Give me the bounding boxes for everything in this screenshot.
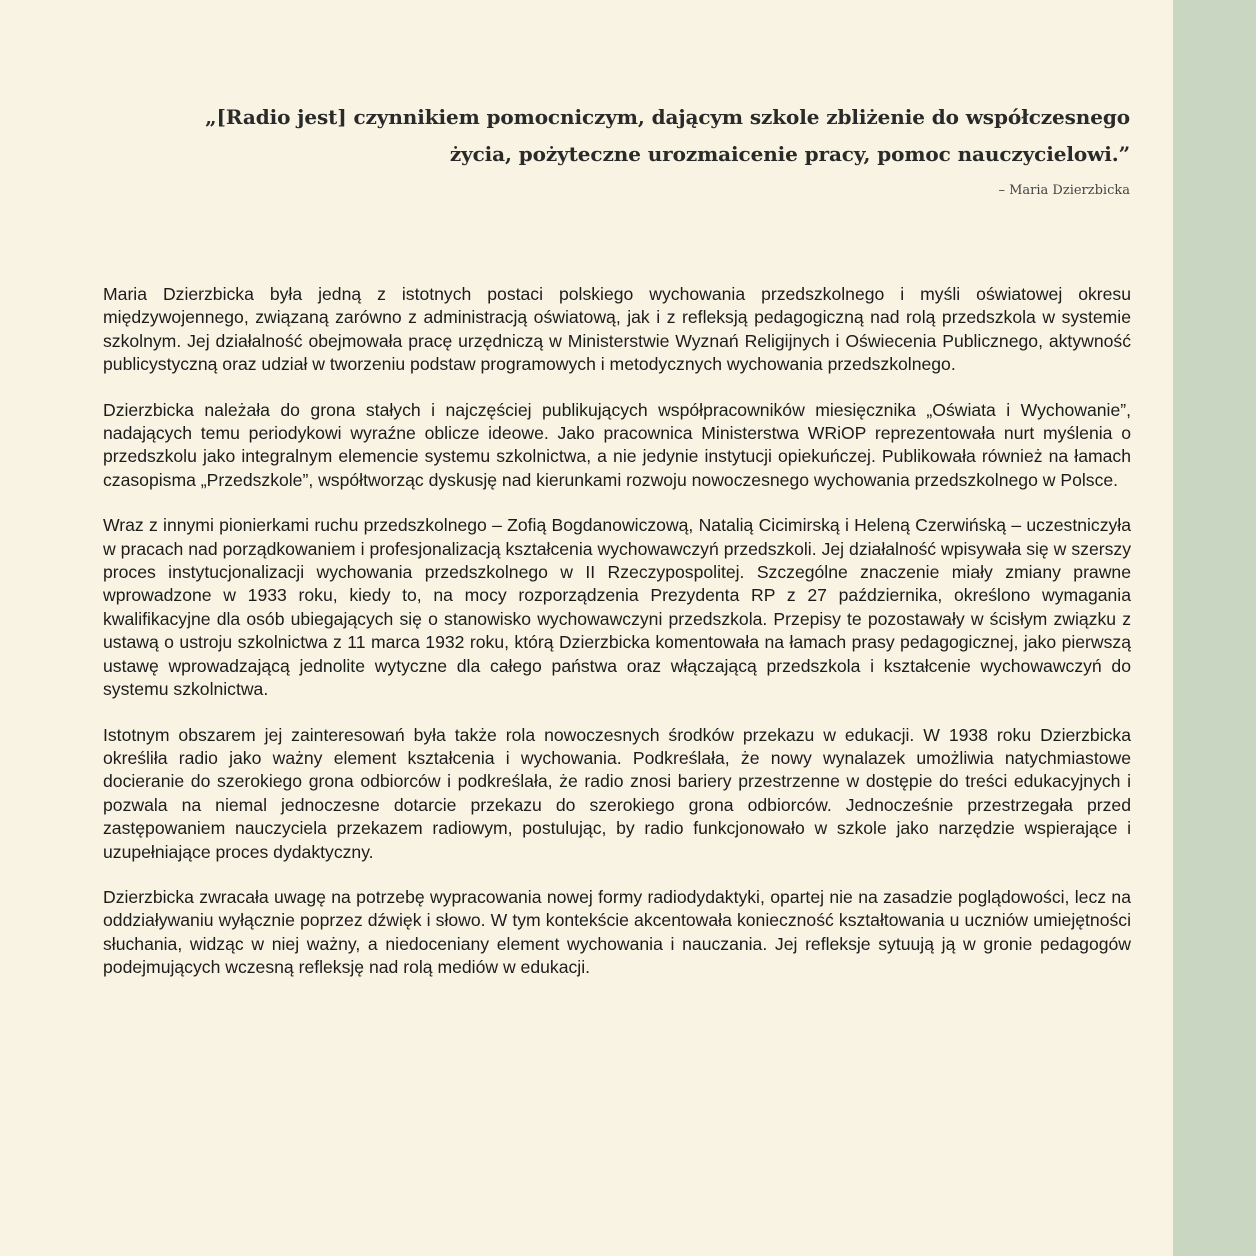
side-color-strip <box>1173 0 1256 1256</box>
quote-text: „[Radio jest] czynnikiem pomocniczym, dającym szkole zbliżenie do współczesnego życia, pożyteczne urozmaicenie pracy, pomoc nauczycielowi.” <box>205 105 1130 166</box>
paragraph-4: Istotnym obszarem jej zainteresowań była także rola nowoczesnych środków przekazu w edukacji. W 1938 roku Dzierzbicka określiła radio jako ważny element kształcenia i wychowania. Podkreślała, że nowy wynalazek umożliwia natychmiastowe docieranie do szerokiego grona odbiorców i podkreślała, że radio znosi bariery przestrzenne w dostępie do treści edukacyjnych i pozwala na niemal jednoczesne dotarcie przekazu do szerokiego grona odbiorców. Jednocześnie przestrzegała przed zastępowaniem nauczyciela przekazem radiowym, postulując, by radio funkcjonowało w szkole jako narzędzie wspierające i uzupełniające proces dydaktyczny. <box>103 724 1131 862</box>
article-body <box>103 283 1131 1002</box>
paragraph-5: Dzierzbicka zwracała uwagę na potrzebę wypracowania nowej formy radiodydaktyki, opartej nie na zasadzie poglądowości, lecz na oddziaływaniu wyłącznie poprzez dźwięk i słowo. W tym kontekście akcentowała konieczność kształtowania u uczniów umiejętności słuchania, widząc w niej ważny, a niedoceniany element wychowania i nauczania. Jej refleksje sytuują ją w gronie pedagogów podejmujących wczesną refleksję nad rolą mediów w edukacji. <box>103 886 1131 978</box>
quote-author: – Maria Dzierzbicka <box>998 183 1130 198</box>
paragraph-2: Dzierzbicka należała do grona stałych i najczęściej publikujących współpracowników miesięcznika „Oświata i Wychowanie”, nadających temu periodykowi wyraźne oblicze ideowe. Jako pracownica Ministerstwa WRiOP reprezentowała nurt myślenia o przedszkolu jako integralnym elemencie systemu szkolnictwa, a nie jedynie instytucji opiekuńczej. Publikowała również na łamach czasopisma „Przedszkole”, współtworząc dyskusję nad kierunkami rozwoju nowoczesnego wychowania przedszkolnego w Polsce. <box>103 399 1131 490</box>
quote-block <box>160 99 1130 201</box>
paragraph-3: Wraz z innymi pionierkami ruchu przedszkolnego – Zofią Bogdanowiczową, Natalią Cicimirską i Heleną Czerwińską – uczestniczyła w pracach nad porządkowaniem i profesjonalizacją kształcenia wychowawczyń przedszkoli. Jej działalność wpisywała się w szerszy proces instytucjonalizacji wychowania przedszkolnego w II Rzeczypospolitej. Szczególne znaczenie miały zmiany prawne wprowadzone w 1933 roku, kiedy to, na mocy rozporządzenia Prezydenta RP z 27 października, określono wymagania kwalifikacyjne dla osób ubiegających się o stanowisko wychowawczyni przedszkola. Przepisy te pozostawały w ścisłym związku z ustawą o ustroju szkolnictwa z 11 marca 1932 roku, którą Dzierzbicka komentowała na łamach prasy pedagogicznej, jako pierwszą ustawę wprowadzającą jednolite wytyczne dla całego państwa oraz włączającą przedszkola i kształcenie wychowawczyń do systemu szkolnictwa. <box>103 515 1131 700</box>
paragraph-1: Maria Dzierzbicka była jedną z istotnych postaci polskiego wychowania przedszkolnego i myśli oświatowej okresu międzywojennego, związaną zarówno z administracją oświatową, jak i z refleksją pedagogiczną nad rolą przedszkola w systemie szkolnym. Jej działalność obejmowała pracę urzędniczą w Ministerstwie Wyznań Religijnych i Oświecenia Publicznego, aktywność publicystyczną oraz udział w tworzeniu podstaw programowych i metodycznych wychowania przedszkolnego. <box>103 284 1131 375</box>
